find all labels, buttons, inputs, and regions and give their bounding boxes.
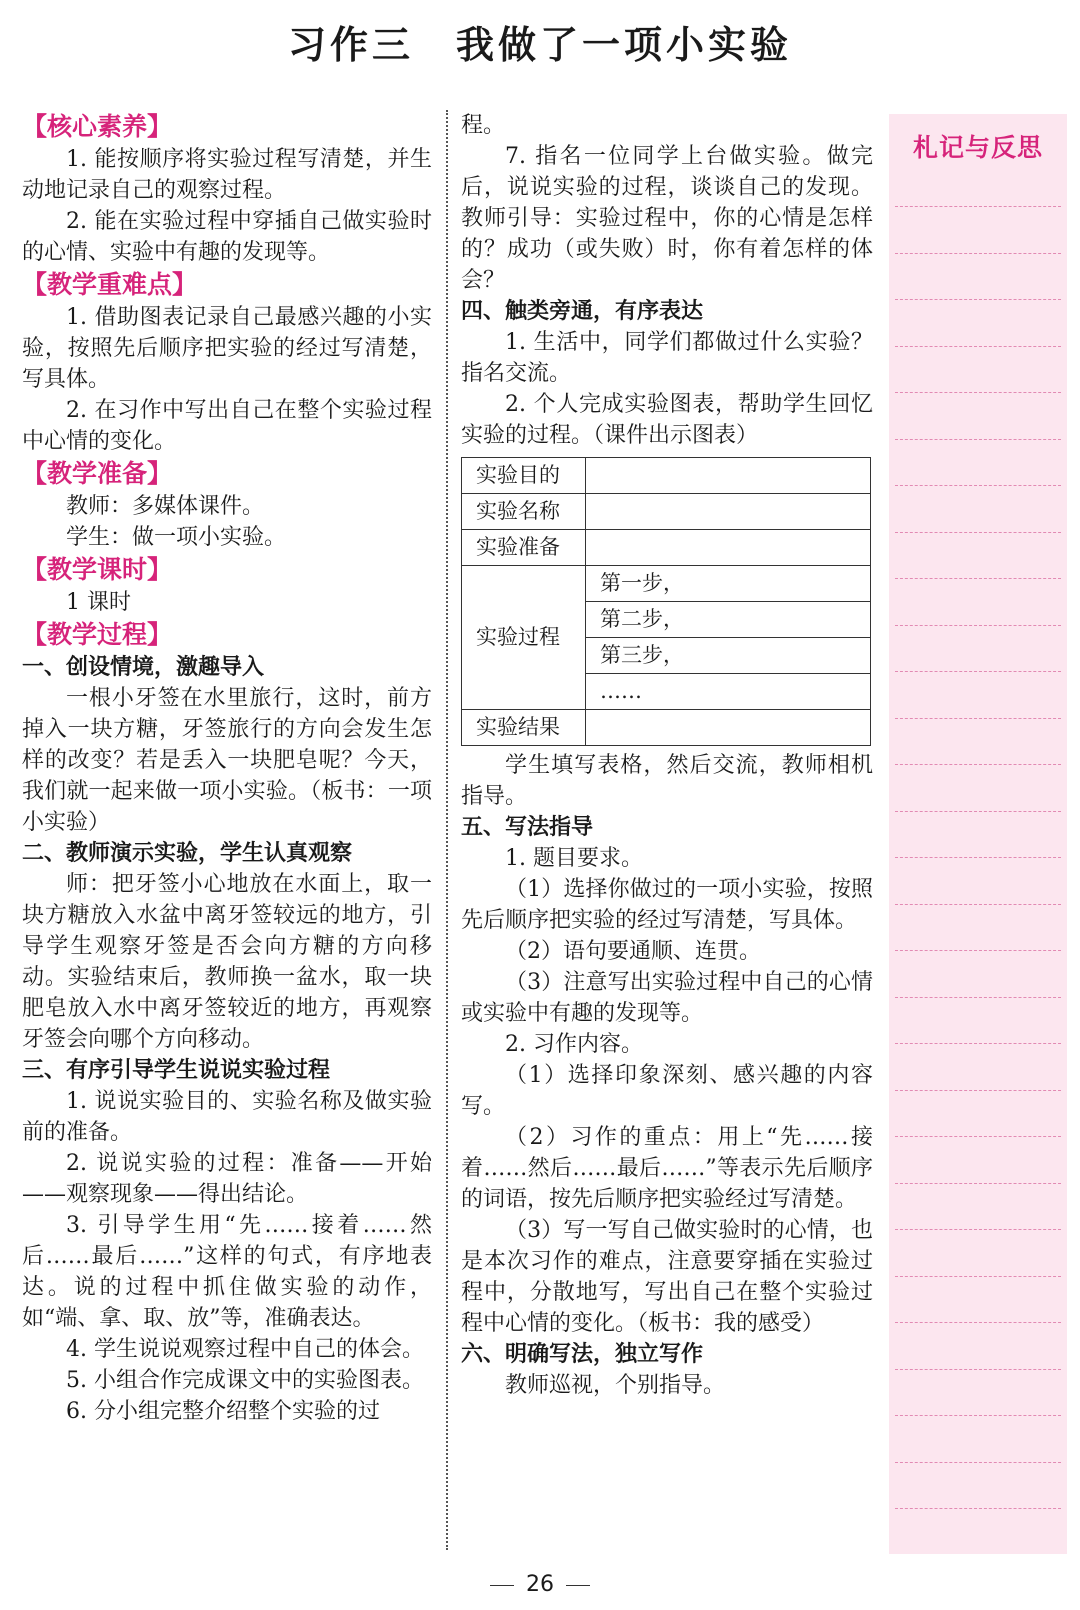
note-line [895, 206, 1061, 207]
page-number [0, 1572, 1080, 1597]
note-line [895, 811, 1061, 812]
notes-panel [889, 114, 1067, 1554]
section-4-title: 四、触类旁通，有序表达 [461, 299, 704, 324]
table-row [462, 710, 871, 746]
table-cell-name: 实验名称 [462, 494, 586, 530]
table-cell-step-2: 第二步， [586, 602, 871, 638]
process-heading: 【教学过程】 [22, 620, 173, 649]
note-line [895, 346, 1061, 347]
note-line [895, 857, 1061, 858]
section-4-after-table: 学生填写表格，然后交流，教师相机指导。 [461, 753, 873, 809]
note-line [895, 439, 1061, 440]
key-point-1: 1. 借助图表记录自己最感兴趣的小实验，按照先后顺序把实验的经过写清楚，写具体。 [22, 305, 432, 392]
note-line [895, 671, 1061, 672]
middle-column [461, 110, 873, 1401]
prep-student: 学生：做一项小实验。 [66, 525, 287, 550]
table-row [462, 458, 871, 494]
core-item-1: 1. 能按顺序将实验过程写清楚，并生动地记录自己的观察过程。 [22, 147, 432, 203]
prep-heading: 【教学准备】 [22, 459, 173, 488]
note-line [895, 1043, 1061, 1044]
note-line [895, 578, 1061, 579]
note-line [895, 1369, 1061, 1370]
prep-teacher: 教师：多媒体课件。 [66, 494, 265, 519]
note-line [895, 1462, 1061, 1463]
section-5-req-item-2: （2）语句要通顺、连贯。 [505, 939, 761, 964]
notes-title: 札记与反思 [912, 133, 1043, 162]
table-cell-prep: 实验准备 [462, 530, 586, 566]
table-cell-result: 实验结果 [462, 710, 586, 746]
table-row [462, 566, 871, 602]
section-5-title: 五、写法指导 [461, 815, 594, 840]
section-3-item-1: 1. 说说实验目的、实验名称及做实验前的准备。 [22, 1089, 432, 1145]
page-number-dash-left [490, 1585, 514, 1586]
section-5-req-title: 1. 题目要求。 [505, 846, 643, 871]
note-line [895, 253, 1061, 254]
page-title: 习作三 我做了一项小实验 [287, 23, 792, 67]
section-4-item-1: 1. 生活中，同学们都做过什么实验？指名交流。 [461, 330, 873, 386]
table-cell-blank [586, 530, 871, 566]
table-cell-purpose: 实验目的 [462, 458, 586, 494]
section-5-content-item-2: （2）习作的重点：用上“先……接着……然后……最后……”等表示先后顺序的词语，按先后顺序把实验经过写清楚。 [461, 1125, 873, 1212]
hours-heading: 【教学课时】 [22, 555, 173, 584]
section-5-req-item-1: （1）选择你做过的一项小实验，按照先后顺序把实验的经过写清楚，写具体。 [461, 877, 873, 933]
section-6-text: 教师巡视，个别指导。 [505, 1373, 726, 1398]
section-5-req-item-3: （3）注意写出实验过程中自己的心情或实验中有趣的发现等。 [461, 970, 873, 1026]
section-2-text: 师：把牙签小心地放在水面上，取一块方糖放入水盆中离牙签较远的地方，引导学生观察牙签是否会向方糖的方向移动。实验结束后，教师换一盆水，取一块肥皂放入水中离牙签较近的地方，再观察牙签会向哪个方向移动。 [22, 872, 432, 1052]
page-number-value: 26 [526, 1572, 554, 1597]
note-line [895, 485, 1061, 486]
page-number-dash-right [566, 1585, 590, 1586]
note-line [895, 1322, 1061, 1323]
section-3-item-3: 3. 引导学生用“先……接着……然后……最后……”这样的句式，有序地表达。说的过程中抓住做实验的动作，如“端、拿、取、放”等，准确表达。 [22, 1213, 432, 1331]
section-1-title: 一、创设情境，激趣导入 [22, 655, 265, 680]
table-cell-step-1: 第一步， [586, 566, 871, 602]
section-3-item-4: 4. 学生说说观察过程中自己的体会。 [66, 1337, 424, 1362]
core-item-2: 2. 能在实验过程中穿插自己做实验时的心情、实验中有趣的发现等。 [22, 209, 432, 265]
section-6-title: 六、明确写法，独立写作 [461, 1342, 704, 1367]
section-3-item-5: 5. 小组合作完成课文中的实验图表。 [66, 1368, 424, 1393]
section-3-item-6: 6. 分小组完整介绍整个实验的过 [66, 1399, 380, 1424]
note-line [895, 1183, 1061, 1184]
core-heading: 【核心素养】 [22, 112, 173, 141]
key-point-2: 2. 在习作中写出自己在整个实验过程中心情的变化。 [22, 398, 432, 454]
hours-value: 1 课时 [66, 590, 131, 615]
note-line [895, 904, 1061, 905]
note-line [895, 1276, 1061, 1277]
section-5-content-item-1: （1）选择印象深刻、感兴趣的内容写。 [461, 1063, 873, 1119]
table-cell-blank [586, 458, 871, 494]
section-4-item-2: 2. 个人完成实验图表，帮助学生回忆实验的过程。（课件出示图表） [461, 392, 873, 448]
note-line [895, 625, 1061, 626]
section-3-item-7: 7. 指名一位同学上台做实验。做完后，说说实验的过程，谈谈自己的发现。教师引导：实验过程中，你的心情是怎样的？成功（或失败）时，你有着怎样的体会？ [461, 144, 873, 293]
table-row [462, 494, 871, 530]
note-line [895, 392, 1061, 393]
section-2-title: 二、教师演示实验，学生认真观察 [22, 841, 353, 866]
section-5-content-title: 2. 习作内容。 [505, 1032, 643, 1057]
column-divider [446, 110, 448, 1550]
table-row [462, 530, 871, 566]
table-cell-step-more: …… [586, 674, 871, 710]
note-line [895, 1415, 1061, 1416]
experiment-table [461, 457, 871, 746]
note-line [895, 950, 1061, 951]
note-line [895, 764, 1061, 765]
section-1-text: 一根小牙签在水里旅行，这时，前方掉入一块方糖，牙签旅行的方向会发生怎样的改变？若是丢入一块肥皂呢？今天，我们就一起来做一项小实验。（板书：一项小实验） [22, 686, 432, 835]
table-cell-process: 实验过程 [462, 566, 586, 710]
section-3-item-2: 2. 说说实验的过程：准备——开始——观察现象——得出结论。 [22, 1151, 432, 1207]
note-line [895, 1136, 1061, 1137]
note-line [895, 997, 1061, 998]
note-line [895, 1090, 1061, 1091]
table-cell-blank [586, 494, 871, 530]
left-column [22, 110, 432, 1427]
section-3-title: 三、有序引导学生说说实验过程 [22, 1058, 331, 1083]
note-line [895, 1508, 1061, 1509]
key-points-heading: 【教学重难点】 [22, 270, 198, 299]
table-cell-step-3: 第三步， [586, 638, 871, 674]
section-3-item-6-continued: 程。 [461, 113, 506, 138]
section-5-content-item-3: （3）写一写自己做实验时的心情，也是本次习作的难点，注意要穿插在实验过程中，分散地写，写出自己在整个实验过程中心情的变化。（板书：我的感受） [461, 1218, 873, 1336]
note-line [895, 299, 1061, 300]
note-line [895, 718, 1061, 719]
note-line [895, 532, 1061, 533]
note-line [895, 1229, 1061, 1230]
table-cell-blank [586, 710, 871, 746]
